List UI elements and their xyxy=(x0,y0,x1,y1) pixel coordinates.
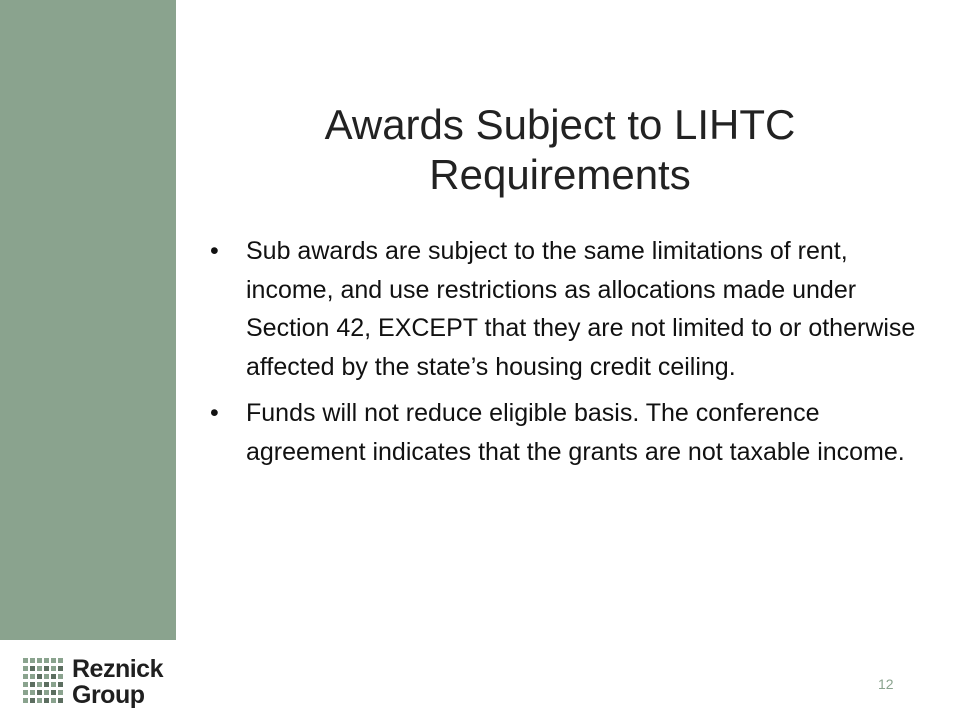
logo-wordmark xyxy=(72,656,163,708)
slide-title-line-1: Awards Subject to LIHTC xyxy=(324,101,796,149)
bullet-dot-icon: • xyxy=(210,237,219,265)
page-number: 12 xyxy=(878,676,894,692)
side-color-band xyxy=(0,0,176,640)
bullet-item xyxy=(206,232,926,386)
logo-word-reznick: Reznick xyxy=(72,655,163,683)
bullet-dot-icon: • xyxy=(210,399,219,427)
bullet-text: Sub awards are subject to the same limitations of rent, income, and use restrictions as allocations made under Section 42, EXCEPT that they are not limited to or otherwise affected by the state’s housing credit ceiling. xyxy=(246,237,916,381)
logo-word-group: Group xyxy=(72,681,145,709)
bullet-item xyxy=(206,394,926,471)
reznick-group-grid-logo-icon xyxy=(22,656,66,708)
slide-title xyxy=(210,100,910,200)
bullet-list xyxy=(206,232,926,479)
reznick-group-logo xyxy=(22,654,182,710)
slide-title-line-2: Requirements xyxy=(429,151,691,199)
bullet-text: Funds will not reduce eligible basis. The conference agreement indicates that the grants are not taxable income. xyxy=(246,399,905,466)
